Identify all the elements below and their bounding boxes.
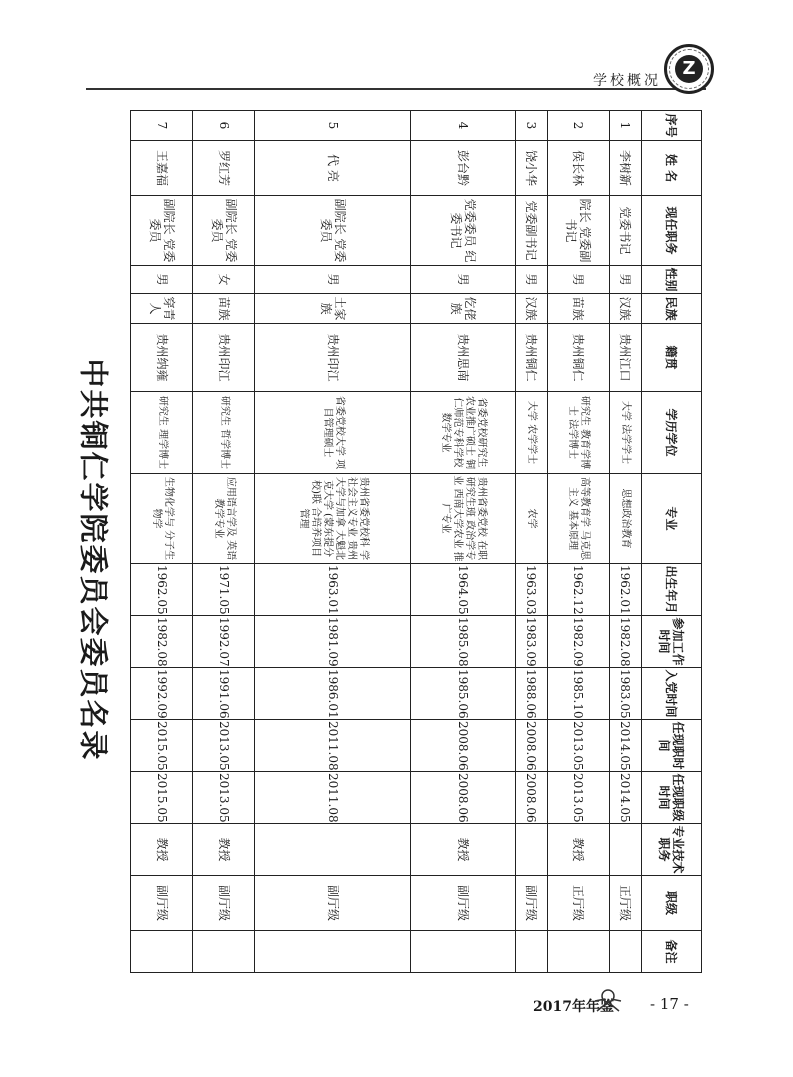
cell-ethnicity: 苗族 (547, 294, 609, 324)
cell-rank: 正厅级 (547, 876, 609, 931)
cell-seq: 3 (515, 111, 547, 141)
cell-pos-time: 2013.05 (547, 720, 609, 772)
cell-education: 研究生 理学博士 (131, 392, 193, 474)
col-seq: 序号 (642, 111, 702, 141)
cell-rank-time: 2011.08 (255, 772, 411, 824)
cell-seq: 1 (609, 111, 641, 141)
cell-party: 1986.01 (255, 668, 411, 720)
cell-gender: 男 (515, 266, 547, 294)
col-name: 姓 名 (642, 141, 702, 196)
cell-seq: 5 (255, 111, 411, 141)
table-row (193, 111, 255, 973)
col-gender: 性别 (642, 266, 702, 294)
cell-gender: 男 (411, 266, 516, 294)
cell-position: 副院长 党委委员 (255, 196, 411, 266)
cell-hometown: 贵州印江 (193, 324, 255, 392)
logo-letter: Z (675, 55, 703, 83)
section-title: 学校概况 (593, 73, 661, 89)
university-logo-icon (664, 44, 714, 94)
col-rank: 职级 (642, 876, 702, 931)
cell-birth: 1962.05 (131, 564, 193, 616)
cell-seq: 2 (547, 111, 609, 141)
cell-party: 1985.06 (411, 668, 516, 720)
col-hometown: 籍贯 (642, 324, 702, 392)
cell-birth: 1963.03 (515, 564, 547, 616)
cell-major: 思想政治教育 (609, 474, 641, 564)
cell-work: 1983.09 (515, 616, 547, 668)
cell-title: 教授 (131, 824, 193, 876)
table-row (547, 111, 609, 973)
cell-birth: 1962.12 (547, 564, 609, 616)
cell-birth: 1963.01 (255, 564, 411, 616)
yearbook-label: 2017年年鉴 (533, 999, 614, 1015)
cell-seq: 4 (411, 111, 516, 141)
cell-name: 罗红芳 (193, 141, 255, 196)
cell-ethnicity: 土家族 (255, 294, 411, 324)
cell-gender: 男 (609, 266, 641, 294)
cell-title (609, 824, 641, 876)
cell-rank-time: 2008.06 (411, 772, 516, 824)
cell-work: 1992.07 (193, 616, 255, 668)
cell-education: 研究生 哲学博士 (193, 392, 255, 474)
cell-work: 1982.08 (131, 616, 193, 668)
cell-gender: 女 (193, 266, 255, 294)
cell-pos-time: 2008.06 (411, 720, 516, 772)
cell-title: 教授 (411, 824, 516, 876)
cell-education: 大学 法学学士 (609, 392, 641, 474)
cell-major: 高等教育学 马克思主义 基本原理 (547, 474, 609, 564)
cell-remark (411, 931, 516, 973)
cell-position: 党委副书记 (515, 196, 547, 266)
cell-ethnicity: 汉族 (609, 294, 641, 324)
cell-rank: 副厅级 (193, 876, 255, 931)
cell-position: 党委书记 (609, 196, 641, 266)
col-education: 学历学位 (642, 392, 702, 474)
cell-name: 彭台黔 (411, 141, 516, 196)
cell-major: 贵州省委党校 在职研究生班 政治学专业 西南大学农业 推广专业 (411, 474, 516, 564)
cell-hometown: 贵州思南 (411, 324, 516, 392)
cell-hometown: 贵州纳雍 (131, 324, 193, 392)
cell-birth: 1964.05 (411, 564, 516, 616)
col-rank-time: 任现职级时间 (642, 772, 702, 824)
cell-major: 应用语言学及 英语教学专业 (193, 474, 255, 564)
cell-hometown: 贵州江口 (609, 324, 641, 392)
table-header-row (642, 111, 702, 973)
cell-seq: 7 (131, 111, 193, 141)
cell-education: 研究生 教育学博士 法学博士 (547, 392, 609, 474)
col-ethnicity: 民族 (642, 294, 702, 324)
cell-rank: 副厅级 (255, 876, 411, 931)
cell-title: 教授 (193, 824, 255, 876)
cell-party: 1988.06 (515, 668, 547, 720)
cell-rank-time: 2008.06 (515, 772, 547, 824)
cell-pos-time: 2013.05 (193, 720, 255, 772)
cell-gender: 男 (547, 266, 609, 294)
cell-party: 1991.06 (193, 668, 255, 720)
col-remark: 备注 (642, 931, 702, 973)
cell-title (515, 824, 547, 876)
cell-pos-time: 2015.05 (131, 720, 193, 772)
cell-work: 1981.09 (255, 616, 411, 668)
col-major: 专业 (642, 474, 702, 564)
cell-rank: 副厅级 (131, 876, 193, 931)
cell-remark (255, 931, 411, 973)
cell-ethnicity: 汉族 (515, 294, 547, 324)
cell-work: 1985.08 (411, 616, 516, 668)
cell-position: 党委委员 纪委书记 (411, 196, 516, 266)
cell-name: 李树新 (609, 141, 641, 196)
page-title: 中共铜仁学院委员会委员名录 (76, 358, 111, 762)
cell-rank-time: 2014.05 (609, 772, 641, 824)
cell-rank: 副厅级 (411, 876, 516, 931)
cell-position: 院长 党委副书记 (547, 196, 609, 266)
committee-table (130, 110, 702, 973)
cell-rank-time: 2013.05 (547, 772, 609, 824)
cell-title: 教授 (547, 824, 609, 876)
cell-position: 副院长 党委委员 (193, 196, 255, 266)
cell-birth: 1971.05 (193, 564, 255, 616)
cell-ethnicity: 苗族 (193, 294, 255, 324)
cell-rank-time: 2015.05 (131, 772, 193, 824)
cell-gender: 男 (255, 266, 411, 294)
col-work: 参加工作时间 (642, 616, 702, 668)
cell-education: 省委党校大学 项目管理硕士 (255, 392, 411, 474)
table-row (609, 111, 641, 973)
cell-hometown: 贵州铜仁 (515, 324, 547, 392)
cell-rank-time: 2013.05 (193, 772, 255, 824)
cell-position: 副院长 党委委员 (131, 196, 193, 266)
cell-birth: 1962.01 (609, 564, 641, 616)
col-pos-time: 任现职时 间 (642, 720, 702, 772)
col-position: 现任职务 (642, 196, 702, 266)
cell-name: 代 亮 (255, 141, 411, 196)
cell-title (255, 824, 411, 876)
cell-work: 1982.09 (547, 616, 609, 668)
cell-hometown: 贵州印江 (255, 324, 411, 392)
cell-party: 1985.10 (547, 668, 609, 720)
table-row (515, 111, 547, 973)
cell-pos-time: 2008.06 (515, 720, 547, 772)
mascot-icon (593, 987, 623, 1013)
cell-remark (515, 931, 547, 973)
page-number: - 17 - (650, 995, 689, 1013)
table-row (255, 111, 411, 973)
col-title: 专业技术职务 (642, 824, 702, 876)
cell-rank: 正厅级 (609, 876, 641, 931)
cell-major: 农学 (515, 474, 547, 564)
table-row (131, 111, 193, 973)
cell-pos-time: 2014.05 (609, 720, 641, 772)
col-birth: 出生年月 (642, 564, 702, 616)
table-body (131, 111, 642, 973)
col-party: 入党时间 (642, 668, 702, 720)
cell-major: 贵州省委党校科 学社会主义专业 贵州大学与加拿 大魁北克大学 (蒙东提分校)联 合培养项目管理 (255, 474, 411, 564)
cell-education: 省委党校研究生 农业推广硕士 铜仁师范专科学校数学专业 (411, 392, 516, 474)
cell-rank: 副厅级 (515, 876, 547, 931)
cell-ethnicity: 仡佬族 (411, 294, 516, 324)
cell-pos-time: 2011.08 (255, 720, 411, 772)
cell-remark (547, 931, 609, 973)
table-row (411, 111, 516, 973)
committee-table-wrapper (130, 110, 702, 972)
cell-major: 生物化学与 分子生物学 (131, 474, 193, 564)
cell-name: 侯长林 (547, 141, 609, 196)
cell-education: 大学 农学学士 (515, 392, 547, 474)
cell-remark (131, 931, 193, 973)
cell-party: 1992.09 (131, 668, 193, 720)
cell-party: 1983.05 (609, 668, 641, 720)
cell-seq: 6 (193, 111, 255, 141)
cell-name: 饶小华 (515, 141, 547, 196)
cell-hometown: 贵州铜仁 (547, 324, 609, 392)
cell-remark (193, 931, 255, 973)
cell-work: 1982.08 (609, 616, 641, 668)
cell-ethnicity: 穿青人 (131, 294, 193, 324)
cell-name: 王嘉福 (131, 141, 193, 196)
cell-remark (609, 931, 641, 973)
cell-gender: 男 (131, 266, 193, 294)
